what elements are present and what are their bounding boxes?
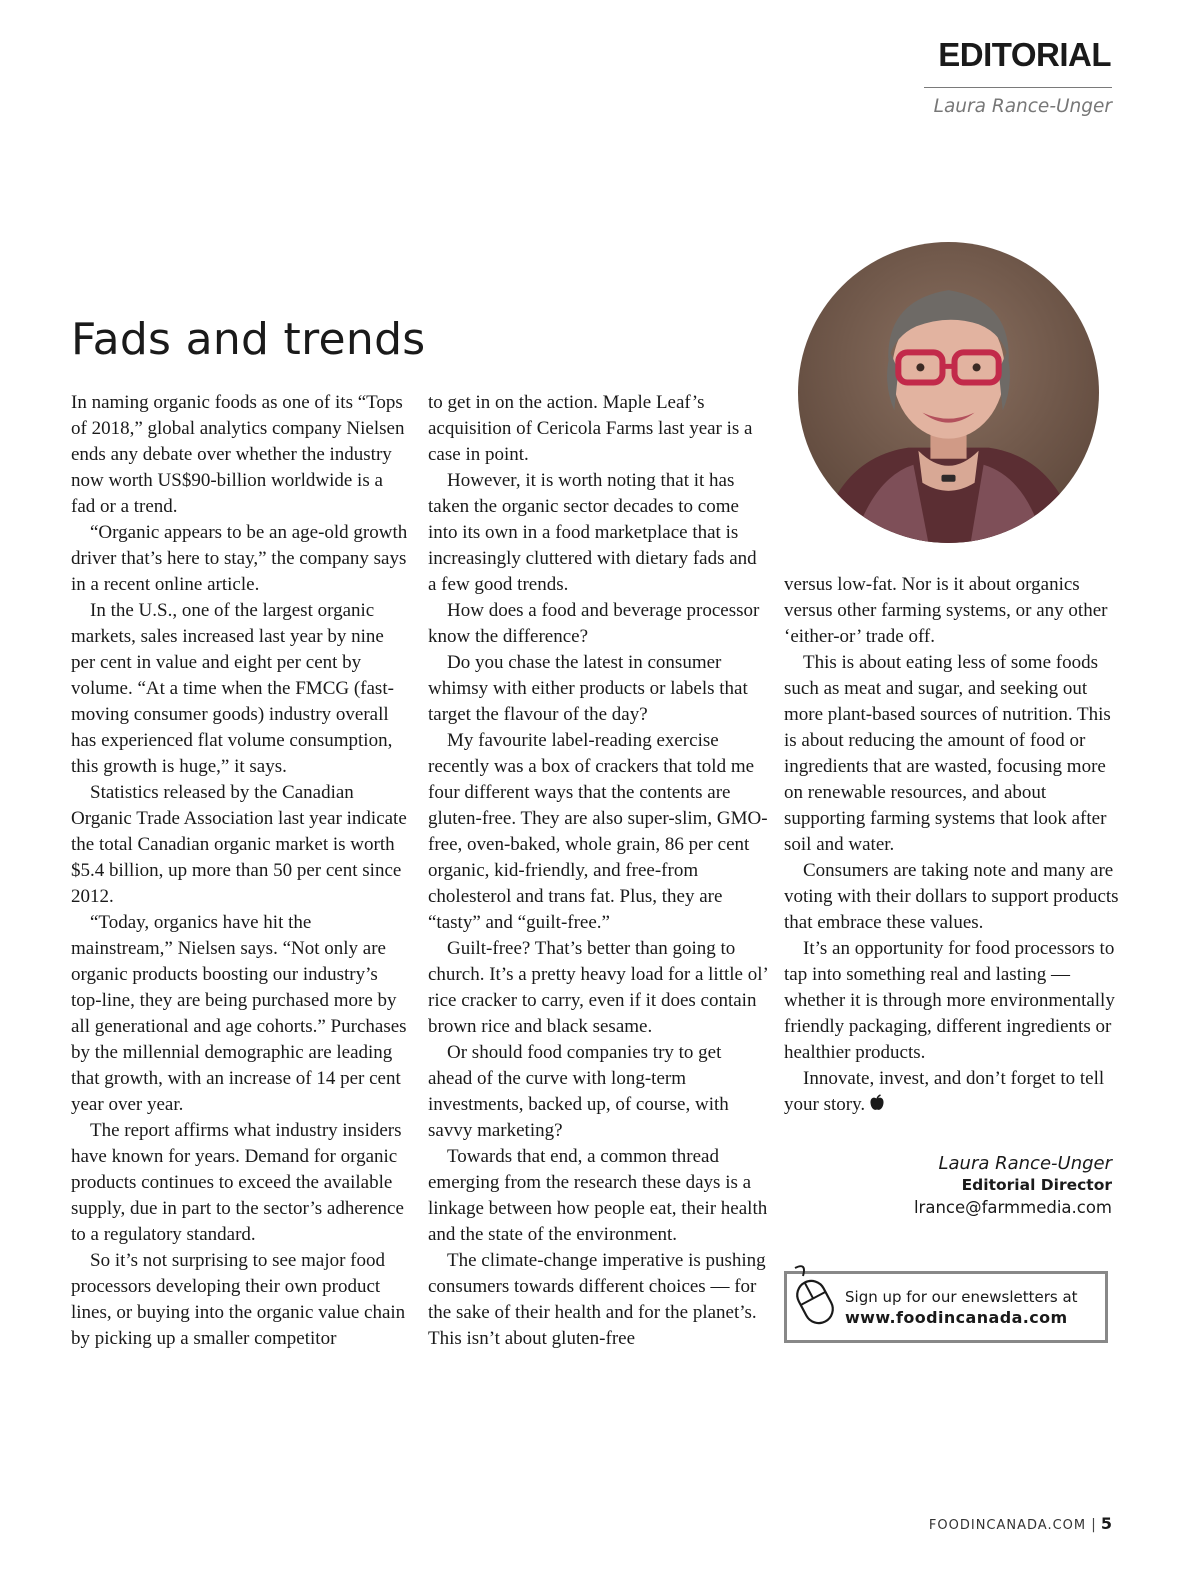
article-paragraph: Towards that end, a common thread emerging from the research these days is a linkage between how people eat, their health and the state of the environment. <box>428 1146 768 1245</box>
footer-site[interactable]: FOODINCANADA.COM <box>928 1518 1087 1533</box>
article-paragraph: In the U.S., one of the largest organic markets, sales increased last year by nine per cent in value and eight per cent by volume. “At a time when the FMCG (fast-moving consumer goods) industry overall has experienced flat volume consumption, this growth is huge,” it says. <box>71 600 394 777</box>
article-paragraph: versus low-fat. Nor is it about organics versus other farming systems, or any other ‘either-or’ trade off. <box>784 574 1108 647</box>
article-last-sentence: Innovate, invest, and don’t forget to tell your story. <box>784 1068 1105 1115</box>
article-paragraph: Guilt-free? That’s better than going to church. It’s a pretty heavy load for a little ol’ rice cracker to carry, even if it does contain brown rice and black sesame. <box>428 938 768 1037</box>
article-paragraph: The report affirms what industry insiders have known for years. Demand for organic products continues to exceed the available supply, due in part to the sector’s adherence to a regulatory standard. <box>71 1120 404 1245</box>
article-paragraph: It’s an opportunity for food processors to tap into something real and lasting — whether it is through more environmentally friendly packaging, different ingredients or healthier products. <box>784 938 1115 1063</box>
article-paragraph: The climate-change imperative is pushing consumers towards different choices — for the sake of their health and for the planet’s. This isn’t about gluten-free <box>428 1250 766 1349</box>
article-paragraph: However, it is worth noting that it has taken the organic sector decades to come into its own in a food marketplace that is increasingly cluttered with dietary fads and a few good trends. <box>428 470 757 595</box>
article-column-3 <box>784 572 1124 1118</box>
apple-icon <box>869 1094 885 1112</box>
newsletter-text <box>845 1287 1078 1329</box>
article-paragraph: My favourite label-reading exercise recently was a box of crackers that told me four different ways that the contents are gluten-free. They are also super-slim, GMO-free, oven-baked, whole grain, 86 per cent organic, kid-friendly, and free-from cholesterol and trans fat. Plus, they are “tasty” and “guilt-free.” <box>428 730 768 933</box>
newsletter-signup-box[interactable] <box>784 1271 1108 1343</box>
article-paragraph: Do you chase the latest in consumer whimsy with either products or labels that target the flavour of the day? <box>428 652 748 725</box>
article-paragraph: to get in on the action. Maple Leaf’s acquisition of Cericola Farms last year is a case in point. <box>428 392 753 465</box>
author-portrait-photo <box>798 242 1099 543</box>
article-title: Fads and trends <box>71 314 426 365</box>
newsletter-prompt: Sign up for our enewsletters at <box>845 1288 1078 1306</box>
article-paragraph-last <box>784 1066 1124 1118</box>
section-label: EDITORIAL <box>938 36 1111 73</box>
author-signature <box>914 1152 1112 1219</box>
header-divider <box>924 87 1112 88</box>
computer-mouse-icon <box>785 1260 845 1330</box>
signature-email: lrance@farmmedia.com <box>913 1198 1112 1217</box>
signature-name: Laura Rance-Unger <box>938 1153 1112 1174</box>
article-paragraph: Or should food companies try to get ahead of the curve with long-term investments, backed up, of course, with savvy marketing? <box>428 1042 729 1141</box>
article-paragraph: “Organic appears to be an age-old growth driver that’s here to stay,” the company says in a recent online article. <box>71 522 408 595</box>
footer-separator: | <box>1091 1517 1096 1533</box>
article-paragraph: Statistics released by the Canadian Organic Trade Association last year indicate the total Canadian organic market is worth $5.4 billion, up more than 50 per cent since 2012. <box>71 782 407 907</box>
article-paragraph: How does a food and beverage processor know the difference? <box>428 600 760 647</box>
article-paragraph: Consumers are taking note and many are voting with their dollars to support products that embrace these values. <box>784 860 1119 933</box>
article-column-1 <box>71 390 411 1352</box>
article-paragraph: This is about eating less of some foods such as meat and sugar, and seeking out more plant-based sources of nutrition. This is about reducing the amount of food or ingredients that are wasted, focusing more on renewable resources, and about supporting farming systems that look after soil and water. <box>784 652 1111 855</box>
page-number: 5 <box>1100 1514 1112 1533</box>
article-column-2 <box>428 390 768 1352</box>
header-author: Laura Rance-Unger <box>933 96 1112 117</box>
article-paragraph: In naming organic foods as one of its “Tops of 2018,” global analytics company Nielsen ends any debate over whether the industry now worth US$90-billion worldwide is a fad or a trend. <box>71 392 405 517</box>
signature-title: Editorial Director <box>961 1176 1112 1194</box>
page-footer <box>929 1514 1112 1533</box>
article-paragraph: So it’s not surprising to see major food processors developing their own product lines, or buying into the organic value chain by picking up a smaller competitor <box>71 1250 406 1349</box>
newsletter-link[interactable]: www.foodincanada.com <box>845 1308 1068 1327</box>
article-paragraph: “Today, organics have hit the mainstream,” Nielsen says. “Not only are organic products boosting our industry’s top-line, they are being purchased more by all generational and age cohorts.” Purchases by the millennial demographic are leading that growth, with an increase of 14 per cent year over year. <box>71 912 407 1115</box>
